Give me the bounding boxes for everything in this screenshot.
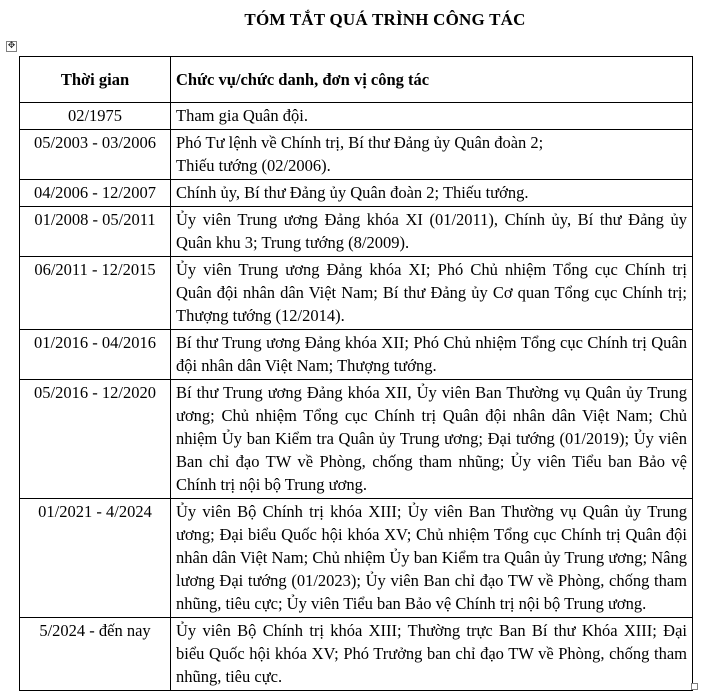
table-row	[20, 618, 693, 691]
table-row	[20, 207, 693, 257]
cell-duty: Ủy viên Trung ương Đảng khóa XI (01/2011), Chính ủy, Bí thư Đảng ủy Quân khu 3; Trung tướng (8/2009).	[171, 207, 693, 257]
header-time: Thời gian	[20, 57, 171, 103]
table-header-row	[20, 57, 693, 103]
cell-duty: Bí thư Trung ương Đảng khóa XII; Phó Chủ nhiệm Tổng cục Chính trị Quân đội nhân dân Việt Nam; Thượng tướng.	[171, 330, 693, 380]
cell-time: 01/2008 - 05/2011	[20, 207, 171, 257]
cell-time: 05/2003 - 03/2006	[20, 130, 171, 180]
cell-duty: Tham gia Quân đội.	[171, 103, 693, 130]
cell-time: 04/2006 - 12/2007	[20, 180, 171, 207]
table-row	[20, 330, 693, 380]
table-row	[20, 130, 693, 180]
cell-time: 5/2024 - đến nay	[20, 618, 171, 691]
cell-time: 05/2016 - 12/2020	[20, 380, 171, 499]
table-row	[20, 380, 693, 499]
document-title: TÓM TẮT QUÁ TRÌNH CÔNG TÁC	[244, 10, 526, 29]
cell-time: 06/2011 - 12/2015	[20, 257, 171, 330]
cell-time: 02/1975	[20, 103, 171, 130]
cell-time: 01/2021 - 4/2024	[20, 499, 171, 618]
cell-duty: Chính ủy, Bí thư Đảng ủy Quân đoàn 2; Thiếu tướng.	[171, 180, 693, 207]
table-row	[20, 103, 693, 130]
cell-duty: Ủy viên Bộ Chính trị khóa XIII; Thường trực Ban Bí thư Khóa XIII; Đại biểu Quốc hội khóa XV; Phó Trưởng ban chỉ đạo TW về Phòng, chống tham nhũng, tiêu cực.	[171, 618, 693, 691]
table-row	[20, 180, 693, 207]
cell-duty: Bí thư Trung ương Đảng khóa XII, Ủy viên Ban Thường vụ Quân ủy Trung ương; Chủ nhiệm Tổng cục Chính trị Quân đội nhân dân Việt Nam; Chủ nhiệm Ủy ban Kiểm tra Quân ủy Trung ương; Đại tướng (01/2019); Ủy viên Ban chỉ đạo TW về Phòng, chống tham nhũng; Ủy viên Tiểu ban Bảo vệ Chính trị nội bộ Trung ương.	[171, 380, 693, 499]
cell-duty: Phó Tư lệnh về Chính trị, Bí thư Đảng ủy Quân đoàn 2; Thiếu tướng (02/2006).	[171, 130, 693, 180]
cell-duty: Ủy viên Trung ương Đảng khóa XI; Phó Chủ nhiệm Tổng cục Chính trị Quân đội nhân dân Việt Nam; Bí thư Đảng ủy Cơ quan Tổng cục Chính trị; Thượng tướng (12/2014).	[171, 257, 693, 330]
career-table	[19, 56, 693, 691]
header-duty: Chức vụ/chức danh, đơn vị công tác	[171, 57, 693, 103]
resize-square-icon[interactable]	[691, 683, 698, 690]
move-arrows-icon[interactable]: ✥	[7, 41, 16, 51]
table-row	[20, 257, 693, 330]
table-row	[20, 499, 693, 618]
cell-duty: Ủy viên Bộ Chính trị khóa XIII; Ủy viên Ban Thường vụ Quân ủy Trung ương; Đại biểu Quốc hội khóa XV; Chủ nhiệm Tổng cục Chính trị Quân đội nhân dân Việt Nam; Chủ nhiệm Ủy ban Kiểm tra Quân ủy Trung ương; Nâng lương Đại tướng (01/2023); Ủy viên Ban chỉ đạo TW về Phòng, chống tham nhũng, tiêu cực; Ủy viên Tiểu ban Bảo vệ Chính trị nội bộ Trung ương.	[171, 499, 693, 618]
cell-time: 01/2016 - 04/2016	[20, 330, 171, 380]
